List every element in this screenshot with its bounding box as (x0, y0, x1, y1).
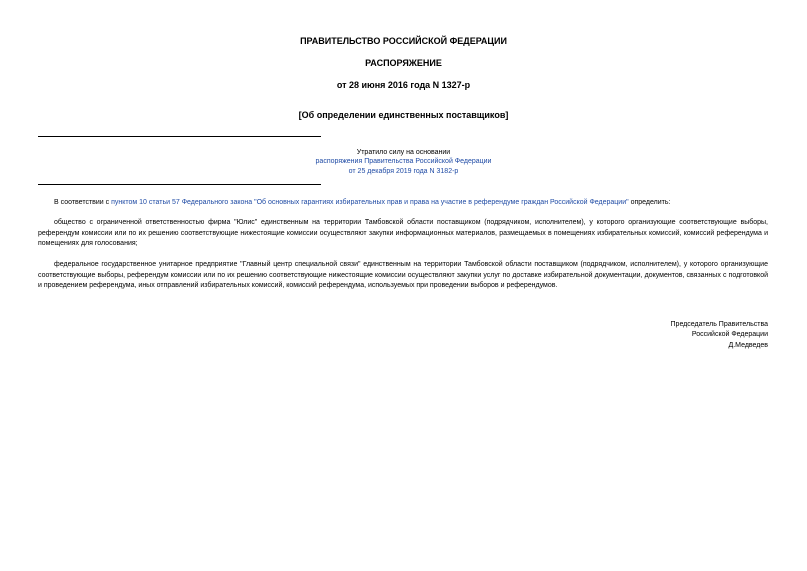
signature-position: Председатель Правительства (670, 321, 768, 328)
intro-paragraph (38, 198, 768, 209)
document-date: от 28 июня 2016 года N 1327-р (336, 80, 471, 90)
document-type: РАСПОРЯЖЕНИЕ (365, 58, 442, 68)
repeal-note-link-line-1 (300, 158, 507, 165)
repeal-note-link-line-2 (300, 168, 507, 175)
intro-prefix: В соответствии с (54, 199, 112, 206)
document-subject: [Об определении единственных поставщиков] (298, 110, 509, 120)
repeal-note-text: Утратило силу на основании (356, 149, 451, 156)
signature-name: Д.Медведев (728, 342, 768, 349)
divider-top (38, 136, 321, 137)
intro-suffix: определить: (628, 199, 671, 206)
divider-bottom (38, 184, 321, 185)
signature-country: Российской Федерации (691, 331, 768, 338)
government-title: ПРАВИТЕЛЬСТВО РОССИЙСКОЙ ФЕДЕРАЦИИ (300, 36, 507, 46)
repeal-decree-link[interactable]: распоряжения Правительства Российской Федерации (315, 158, 492, 165)
federal-law-link[interactable]: пунктом 10 статьи 57 Федерального закона "Об основных гарантиях избирательных прав и права на участие в референдуме граждан Российской Федерации" (111, 199, 629, 206)
paragraph-item-1: общество с ограниченной ответственностью фирма "Юлис" единственным на территории Тамбовской области поставщиком (подрядчиком, исполнителем), у которого организующие соответствующие выборы, референдум комиссии или по их решению соответствующие нижестоящие комиссии осуществляют закупки информационных материалов, размещаемых в помещениях избирательных комиссий, комиссий референдума и помещениях для голосования; (38, 219, 768, 247)
repeal-decree-date-link[interactable]: от 25 декабря 2019 года N 3182-р (348, 168, 459, 175)
paragraph-item-2: федеральное государственное унитарное предприятие "Главный центр специальной связи" единственным на территории Тамбовской области поставщиком (подрядчиком, исполнителем), у которого организующие соответствующие выборы, референдум комиссии или по их решению соответствующие нижестоящие комиссии осуществляют закупки услуг по доставке избирательной документации, документов, связанных с подготовкой и проведением референдума, иных отправлений избирательных комиссий, комиссий референдума, используемых при проведении выборов и референдумов. (38, 261, 768, 289)
